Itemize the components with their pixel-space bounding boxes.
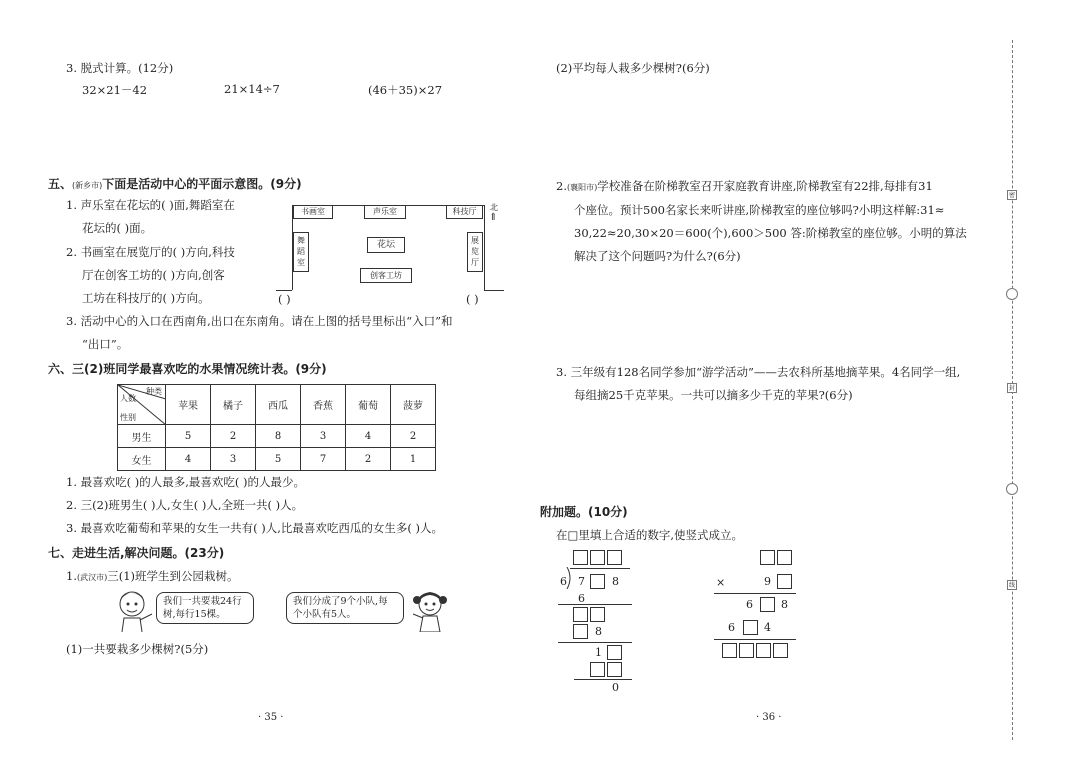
- blank-box[interactable]: [573, 624, 588, 639]
- fruit-header: 葡萄: [346, 385, 391, 425]
- fruit-header: 橘子: [211, 385, 256, 425]
- r-q2-l4: 解决了这个问题吗?为什么?(6分): [574, 249, 741, 263]
- remainder-digit: 0: [612, 681, 619, 694]
- r-q2-l1: [556, 178, 933, 194]
- table-row: [118, 448, 436, 471]
- paren-right: ( ): [466, 292, 479, 306]
- step-digit: 6: [578, 592, 585, 605]
- room-chuangke: 创客工坊: [360, 268, 412, 283]
- cell: 8: [256, 425, 301, 448]
- cell: 3: [211, 448, 256, 471]
- fruit-header: 西瓜: [256, 385, 301, 425]
- girl-illustration-icon: [408, 588, 452, 632]
- r-sub2: (2)平均每人栽多少棵树?(6分): [556, 61, 710, 75]
- page-number-right: · 36 ·: [756, 712, 782, 723]
- binding-hole-icon: [1006, 483, 1018, 495]
- blank-box[interactable]: [760, 550, 775, 565]
- bonus-instr: 在□里填上合适的数字,使竖式成立。: [556, 528, 744, 542]
- table-corner: [118, 385, 166, 425]
- cell: 2: [391, 425, 436, 448]
- boy-illustration-icon: [112, 588, 156, 632]
- cell: 2: [211, 425, 256, 448]
- margin-mark: 密: [1008, 192, 1015, 199]
- blank-box[interactable]: [590, 550, 605, 565]
- speech-bubble-boy: 我们一共要栽24行树,每行15棵。: [156, 592, 254, 624]
- s5-l1: 1. 声乐室在花坛的( )面,舞蹈室在: [66, 198, 235, 212]
- s5-l3b: “出口”。: [82, 337, 129, 351]
- cell: 7: [301, 448, 346, 471]
- binding-hole-icon: [1006, 288, 1018, 300]
- room-wudao: 舞蹈室: [293, 232, 309, 272]
- s6-q3: 3. 最喜欢吃葡萄和苹果的女生一共有( )人,比最喜欢吃西瓜的女生多( )人。: [66, 521, 444, 535]
- mul-digit: 6: [728, 621, 735, 634]
- blank-box[interactable]: [739, 643, 754, 658]
- cell: 3: [301, 425, 346, 448]
- fruit-table: [117, 384, 436, 471]
- s5-num: 五、: [48, 177, 73, 191]
- s5-l2: 2. 书画室在展览厅的( )方向,科技: [66, 245, 235, 259]
- s5-title-row: [48, 175, 302, 192]
- s7-q1-prefix: 1.: [66, 569, 77, 583]
- blank-box[interactable]: [760, 597, 775, 612]
- bonus-title: 附加题。(10分): [540, 505, 628, 519]
- blank-box[interactable]: [743, 620, 758, 635]
- room-zhanlan: 展览厅: [467, 232, 483, 272]
- row-label: 女生: [118, 448, 166, 471]
- fruit-header: 菠萝: [391, 385, 436, 425]
- row-label: 男生: [118, 425, 166, 448]
- mul-digit: 4: [764, 621, 771, 634]
- s5-l1b: 花坛的( )面。: [82, 221, 153, 235]
- r-q2-prefix: 2.: [556, 179, 567, 193]
- r-q2-place: (襄阳市): [566, 183, 598, 192]
- blank-box[interactable]: [573, 550, 588, 565]
- mul-digit: 6: [746, 598, 753, 611]
- blank-box[interactable]: [722, 643, 737, 658]
- divisor-digit: 6: [560, 575, 567, 588]
- s5-place: (新乡市): [72, 181, 103, 190]
- r-q3-l1: 3. 三年级有128名同学参加“游学活动”——去农科所基地摘苹果。4名同学一组,: [556, 365, 961, 379]
- fruit-header: 苹果: [166, 385, 211, 425]
- cell: 5: [166, 425, 211, 448]
- blank-box[interactable]: [590, 607, 605, 622]
- corner-top: 种类: [146, 387, 162, 396]
- r-q2-l3: 30,22≈20,30×20＝600(个),600＞500 答:阶梯教室的座位够。小明的算法: [574, 226, 967, 240]
- blank-box[interactable]: [773, 643, 788, 658]
- corner-left: 人数: [120, 394, 136, 403]
- margin-mark: 线: [1008, 582, 1015, 589]
- s7-sub1: (1)一共要栽多少棵树?(5分): [66, 642, 209, 656]
- blank-box[interactable]: [607, 662, 622, 677]
- expr-1: 32×21－42: [82, 83, 148, 97]
- blank-box[interactable]: [756, 643, 771, 658]
- blank-box[interactable]: [590, 662, 605, 677]
- cell: 4: [346, 425, 391, 448]
- s5-l2c: 工坊在科技厅的( )方向。: [82, 291, 210, 305]
- blank-box[interactable]: [607, 550, 622, 565]
- s7-title: 七、走进生活,解决问题。(23分): [48, 546, 225, 560]
- blank-box[interactable]: [777, 550, 792, 565]
- table-row: [118, 425, 436, 448]
- s5-title: 下面是活动中心的平面示意图。(9分): [102, 177, 302, 191]
- step-digit: 8: [595, 625, 602, 638]
- page-number-left: · 35 ·: [258, 712, 284, 723]
- north-label: 北: [490, 203, 498, 212]
- room-huatan: 花坛: [367, 237, 405, 253]
- cell: 5: [256, 448, 301, 471]
- times-sign: ×: [716, 576, 726, 589]
- s5-l2b: 厅在创客工坊的( )方向,创客: [82, 268, 225, 282]
- step-digit: 1: [595, 646, 602, 659]
- dividend-digit: 8: [612, 575, 619, 588]
- s6-title: 六、三(2)班同学最喜欢吃的水果情况统计表。(9分): [48, 362, 327, 376]
- room-shengyue: 声乐室: [364, 205, 406, 219]
- s7-q1-place: (武汉市): [76, 573, 108, 582]
- blank-box[interactable]: [607, 645, 622, 660]
- paren-left: ( ): [278, 292, 291, 306]
- margin-mark: 封: [1008, 385, 1015, 392]
- room-keji: 科技厅: [446, 205, 483, 219]
- s7-q1-row: [66, 568, 239, 584]
- s6-q1: 1. 最喜欢吃( )的人最多,最喜欢吃( )的人最少。: [66, 475, 306, 489]
- speech-bubble-girl: 我们分成了9个小队,每个小队有5人。: [286, 592, 404, 624]
- blank-box[interactable]: [777, 574, 792, 589]
- mul-digit: 9: [764, 575, 771, 588]
- blank-box[interactable]: [590, 574, 605, 589]
- cell: 2: [346, 448, 391, 471]
- r-q2-l2: 个座位。预计500名家长来听讲座,阶梯教室的座位够吗?小明这样解:31≈: [574, 203, 945, 217]
- expr-2: 21×14÷7: [224, 82, 280, 96]
- fruit-header: 香蕉: [301, 385, 346, 425]
- expr-3: (46＋35)×27: [368, 83, 443, 97]
- cell: 4: [166, 448, 211, 471]
- s7-q1-text: 三(1)班学生到公园栽树。: [107, 569, 239, 583]
- r-q2-text1: 学校准备在阶梯教室召开家庭教育讲座,阶梯教室有22排,每排有31: [597, 179, 933, 193]
- s5-l3: 3. 活动中心的入口在西南角,出口在东南角。请在上图的括号里标出“入口”和: [66, 314, 453, 328]
- corner-bottom: 性别: [120, 413, 136, 422]
- q3-title: 3. 脱式计算。(12分): [66, 61, 174, 75]
- dividend-digit: 7: [578, 575, 585, 588]
- cell: 1: [391, 448, 436, 471]
- room-shuhua: 书画室: [293, 205, 333, 219]
- mul-digit: 8: [781, 598, 788, 611]
- north-arrow-icon: ⇑: [489, 212, 498, 223]
- s6-q2: 2. 三(2)班男生( )人,女生( )人,全班一共( )人。: [66, 498, 304, 512]
- blank-box[interactable]: [573, 607, 588, 622]
- r-q3-l2: 每组摘25千克苹果。一共可以摘多少千克的苹果?(6分): [574, 388, 853, 402]
